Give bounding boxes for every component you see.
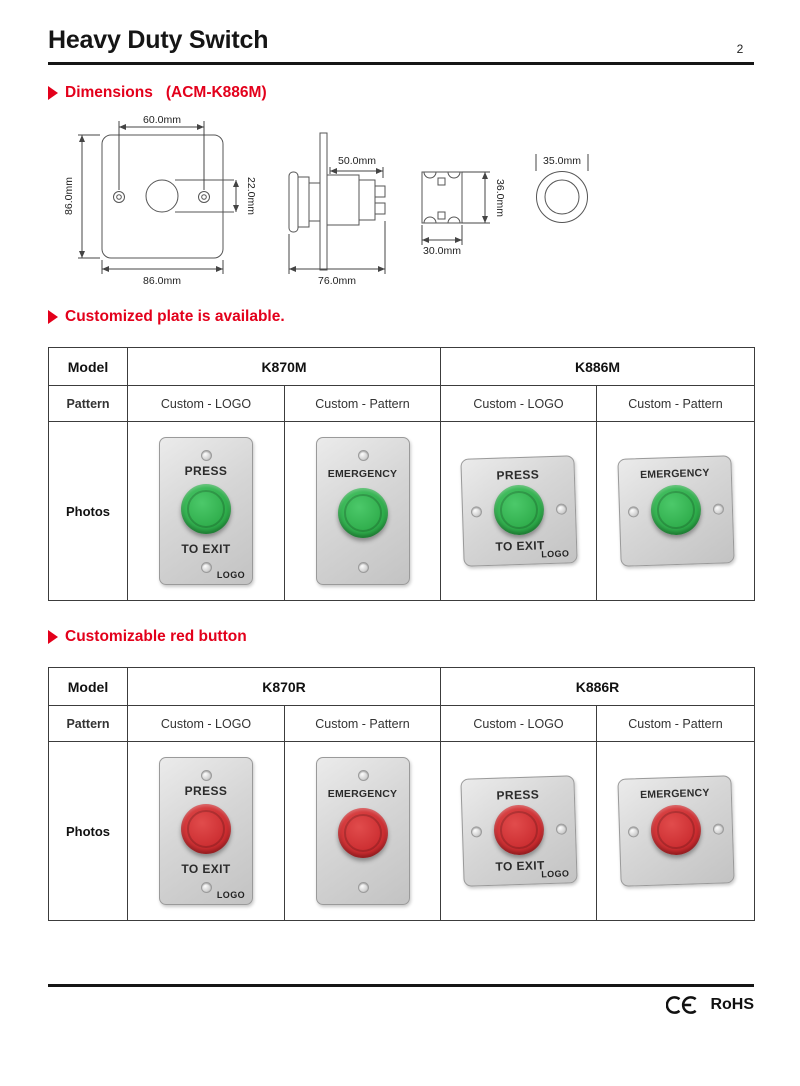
push-button-green [493,484,545,536]
front-circle-drawing [537,172,588,223]
push-button-green [650,484,702,536]
plate-label-emergency: EMERGENCY [639,786,710,802]
screw-hole [358,562,369,573]
plate-label-logo: LOGO [216,890,245,900]
row-label-pattern: Pattern [49,386,128,422]
model-cell: K886M [441,348,755,386]
plate-label-emergency: EMERGENCY [327,788,398,800]
photo-plate-k886r-logo [460,775,577,887]
red-triangle-icon [48,630,58,644]
screw-hole [358,770,369,781]
section-heading-text: Customizable red button [65,628,247,645]
page-number: 2 [736,42,744,56]
red-triangle-icon [48,86,58,100]
front-plate-drawing [102,135,234,258]
section-model-ref: (ACM-K886M) [165,84,267,101]
photo-plate-k870m-pattern [316,437,410,585]
dim-plate-height: 86.0mm [63,177,75,215]
dim-diameter: 35.0mm [543,155,581,167]
model-cell: K870M [128,348,441,386]
screw-hole [470,826,481,837]
screw-hole [358,882,369,893]
photo-plate-k886m-logo [460,455,577,567]
section-heading-text: Customized plate is available. [65,308,285,325]
plate-label-logo: LOGO [540,548,570,560]
dim-back-width: 30.0mm [423,245,461,257]
photo-plate-k886r-pattern [617,775,734,887]
plate-label-to-exit: TO EXIT [181,542,231,556]
screw-hole [627,506,638,517]
row-label-photos: Photos [49,742,128,921]
push-button-red [493,804,545,856]
section-custom-plate-heading [48,308,285,326]
screw-hole [358,450,369,461]
pattern-cell: Custom - Pattern [597,706,755,742]
pattern-cell: Custom - Pattern [285,706,441,742]
photo-plate-k870r-logo [159,757,253,905]
photo-plate-k870r-pattern [316,757,410,905]
header-rule [48,62,754,65]
screw-hole [627,826,638,837]
dim-plate-width: 86.0mm [143,275,181,287]
row-label-photos: Photos [49,422,128,601]
push-button-red [650,804,702,856]
plate-label-emergency: EMERGENCY [639,466,710,482]
back-view-drawing [422,172,462,223]
model-cell: K886R [441,668,755,706]
photo-plate-k886m-pattern [617,455,734,567]
section-heading-text: Dimensions [65,84,153,101]
screw-hole [712,503,723,514]
screw-hole [201,450,212,461]
dim-total-depth: 76.0mm [318,275,356,287]
row-label-pattern: Pattern [49,706,128,742]
screw-hole [470,506,481,517]
plate-label-to-exit: TO EXIT [181,862,231,876]
pattern-cell: Custom - LOGO [128,386,285,422]
pattern-cell: Custom - Pattern [285,386,441,422]
side-view-drawing [289,133,385,270]
section-custom-red-heading [48,628,247,646]
push-button-green [338,488,388,538]
push-button-green [181,484,231,534]
row-label-model: Model [49,668,128,706]
green-button-table [48,347,755,601]
section-dimensions-heading [48,84,267,102]
red-button-table [48,667,755,921]
plate-label-logo: LOGO [216,570,245,580]
push-button-red [181,804,231,854]
dim-body-width: 50.0mm [338,155,376,167]
dim-hole-spacing: 60.0mm [143,114,181,126]
rohs-label: RoHS [710,996,754,1013]
ce-mark-icon [666,995,702,1015]
pattern-cell: Custom - LOGO [128,706,285,742]
dim-back-height: 36.0mm [494,179,506,217]
photo-plate-k870m-logo [159,437,253,585]
plate-label-to-exit: TO EXIT [494,858,545,874]
push-button-red [338,808,388,858]
plate-label-emergency: EMERGENCY [327,468,398,480]
footer-rule [48,984,754,987]
screw-hole [201,770,212,781]
plate-label-press: PRESS [495,787,539,803]
screw-hole [201,882,212,893]
screw-hole [555,503,566,514]
page-title: Heavy Duty Switch [48,26,269,54]
plate-label-logo: LOGO [540,868,570,880]
screw-hole [201,562,212,573]
pattern-cell: Custom - Pattern [597,386,755,422]
plate-label-press: PRESS [184,784,228,798]
screw-hole [555,823,566,834]
pattern-cell: Custom - LOGO [441,386,597,422]
plate-label-to-exit: TO EXIT [494,538,545,554]
plate-label-press: PRESS [184,464,228,478]
model-cell: K870R [128,668,441,706]
pattern-cell: Custom - LOGO [441,706,597,742]
dim-slot-height: 22.0mm [245,177,257,215]
screw-hole [712,823,723,834]
red-triangle-icon [48,310,58,324]
dimensions-drawing [0,108,800,308]
row-label-model: Model [49,348,128,386]
plate-label-press: PRESS [495,467,539,483]
certifications [48,995,754,1015]
